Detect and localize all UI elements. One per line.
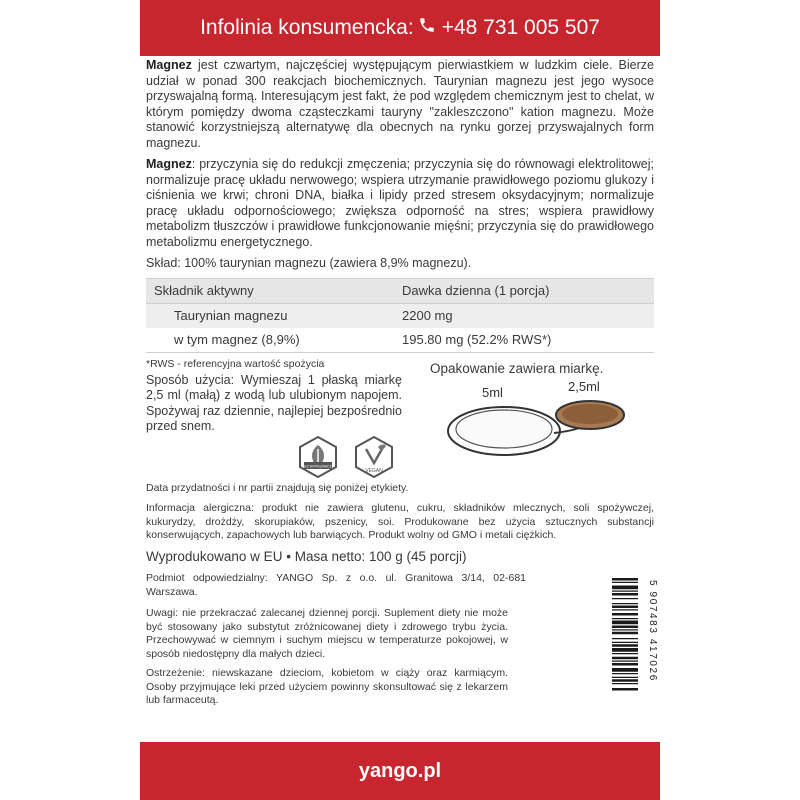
benefits-paragraph	[146, 157, 654, 250]
nutrition-table	[146, 278, 654, 353]
brand-url[interactable]: yango.pl	[358, 759, 442, 782]
table-header-row	[146, 278, 654, 303]
production-info	[146, 549, 654, 565]
barcode-bar	[612, 644, 638, 647]
barcode	[612, 578, 658, 743]
barcode-bar	[612, 677, 638, 678]
barcode-bar	[612, 679, 638, 682]
barcode-bar	[612, 626, 638, 629]
barcode-bars	[612, 578, 638, 691]
warnings: Uwagi: nie przekraczać zalecanej dziennej porcji. Suplement diety nie może być stosowany jako substytut zróżnicowanej diety i zdrowego trybu życia. Przechowywać w ciemnym i suchym miejscu w temperaturze pokojowej, w sposób niedostępny dla małych dzieci.	[146, 607, 508, 660]
usage-section	[146, 353, 654, 477]
barcode-bar	[612, 629, 638, 630]
phone-icon	[418, 16, 436, 40]
rws-note: *RWS - referencyjna wartość spożycia	[146, 357, 325, 370]
benefits-text: : przyczynia się do redukcji zmęczenia; przyczynia się do równowagi elektrolitowej; normalizuje pracę układu nerwowego; wspiera utrzymanie prawidłowego poziomu glukozy i ciśnienia we krwi; chroni DNA, białka i lipidy przed stresem oksydacyjnym; normalizuje pracę układu odpornościowego; zwiększa odporność na stres; wspiera prawidłowy metabolizm tłuszczów i prawidłowe funkcjonowanie mięśni; przyczynia się do prawidłowego metabolizmu energetycznego.	[146, 157, 654, 249]
barcode-bar	[612, 578, 638, 581]
barcode-bar	[612, 661, 638, 662]
scoop-title: Opakowanie zawiera miarkę.	[430, 360, 604, 376]
barcode-bar	[612, 642, 638, 643]
barcode-bar	[612, 632, 638, 635]
consumer-hotline-banner	[140, 0, 660, 56]
made-in-eu: Wyprodukowano w EU	[146, 548, 283, 564]
table-cell: 195.80 mg (52.2% RWS*)	[398, 328, 654, 353]
brand-footer	[140, 742, 660, 800]
hotline-phone: +48 731 005 507	[441, 16, 600, 39]
expiry-note: Data przydatności i nr partii znajdują się poniżej etykiety.	[146, 481, 409, 494]
barcode-bar	[612, 598, 638, 599]
table-cell: 2200 mg	[398, 303, 654, 328]
vegan-badge-label: VEGAN	[365, 467, 383, 474]
barcode-bar	[612, 618, 638, 619]
scoop-large-label: 5ml	[482, 384, 503, 400]
barcode-bar	[612, 606, 638, 609]
table-header-cell: Dawka dzienna (1 porcja)	[398, 278, 654, 303]
barcode-bar	[612, 663, 638, 666]
barcode-bar	[612, 638, 638, 639]
barcode-bar	[612, 668, 638, 672]
table-row	[146, 303, 654, 328]
table-header-cell: Składnik aktywny	[146, 278, 398, 303]
barcode-bar	[612, 683, 638, 684]
caution: Ostrzeżenie: niewskazane dzieciom, kobietom w ciąży oraz karmiącym. Osoby przyjmujące leki przed użyciem powinny skonsultować się z lekarzem lub farmaceutą.	[146, 667, 508, 706]
vegan-badge-icon	[356, 437, 392, 477]
intro-bold: Magnez	[146, 58, 192, 72]
barcode-bar	[612, 591, 638, 592]
net-weight: Masa netto: 100 g (45 porcji)	[294, 548, 467, 564]
intro-paragraph	[146, 58, 654, 151]
barcode-number: 5 907483 417026	[647, 580, 658, 682]
barcode-bar	[612, 609, 638, 610]
intro-text: jest czwartym, najczęściej występującym pierwiastkiem w ludzkim ciele. Bierze udział w ponad 300 reakcjach biochemicznych. Taurynian magnezu jest jego wysoce przyswajalną formą. Interesującym jest fakt, że pod względem chemicznym jest to chelat, w którym pomiędzy dwoma cząsteczkami tauryny "zakleszczono" kation magnezu. Może stanowić korzystniejszą alternatywę dla obecnych na rynku gorzej przyswajalnych form magnezu.	[146, 58, 654, 150]
label-content	[146, 58, 654, 714]
barcode-bar	[612, 657, 638, 660]
barcode-bar	[612, 673, 638, 674]
barcode-bar	[612, 653, 638, 654]
barcode-bar	[612, 603, 638, 604]
allergen-info: Informacja alergiczna: produkt nie zawiera glutenu, cukru, składników mlecznych, soli spożywczej, kukurydzy, drożdży, skorupiaków, pszenicy, soi. Produkowane bez użycia sztucznych substancji konserwujących, zapachowych lub barwiących. Produkt wolny od GMO i metali ciężkich.	[146, 502, 654, 541]
scoop-small-label: 2,5ml	[568, 378, 600, 394]
no-fillers-badge-label: BEZ WYPEŁNIACZY	[302, 464, 334, 468]
usage-instructions: Sposób użycia: Wymieszaj 1 płaską miarkę 2,5 ml (małą) z wodą lub ulubionym napojem. Spożywaj raz dziennie, najlepiej bezpośrednio przed snem.	[146, 372, 402, 433]
barcode-bar	[612, 648, 638, 652]
composition: Skład: 100% taurynian magnezu (zawiera 8,9% magnezu).	[146, 256, 472, 270]
barcode-bar	[612, 582, 638, 583]
barcode-bar	[612, 688, 638, 691]
certification-badges	[296, 435, 400, 484]
no-fillers-badge-icon	[300, 437, 336, 477]
hotline-label: Infolinia konsumencka:	[200, 16, 414, 39]
measuring-scoop-illustration	[442, 378, 642, 482]
responsible-entity: Podmiot odpowiedzialny: YANGO Sp. z o.o. ul. Granitowa 3/14, 02-681 Warszawa.	[146, 572, 526, 598]
barcode-bar	[612, 593, 638, 596]
barcode-bar	[612, 621, 638, 625]
benefits-bold: Magnez	[146, 157, 192, 171]
barcode-bar	[612, 613, 638, 616]
table-row	[146, 328, 654, 353]
barcode-bar	[612, 586, 638, 590]
table-cell: w tym magnez (8,9%)	[146, 328, 398, 353]
separator: •	[286, 548, 291, 564]
table-cell: Taurynian magnezu	[146, 303, 398, 328]
